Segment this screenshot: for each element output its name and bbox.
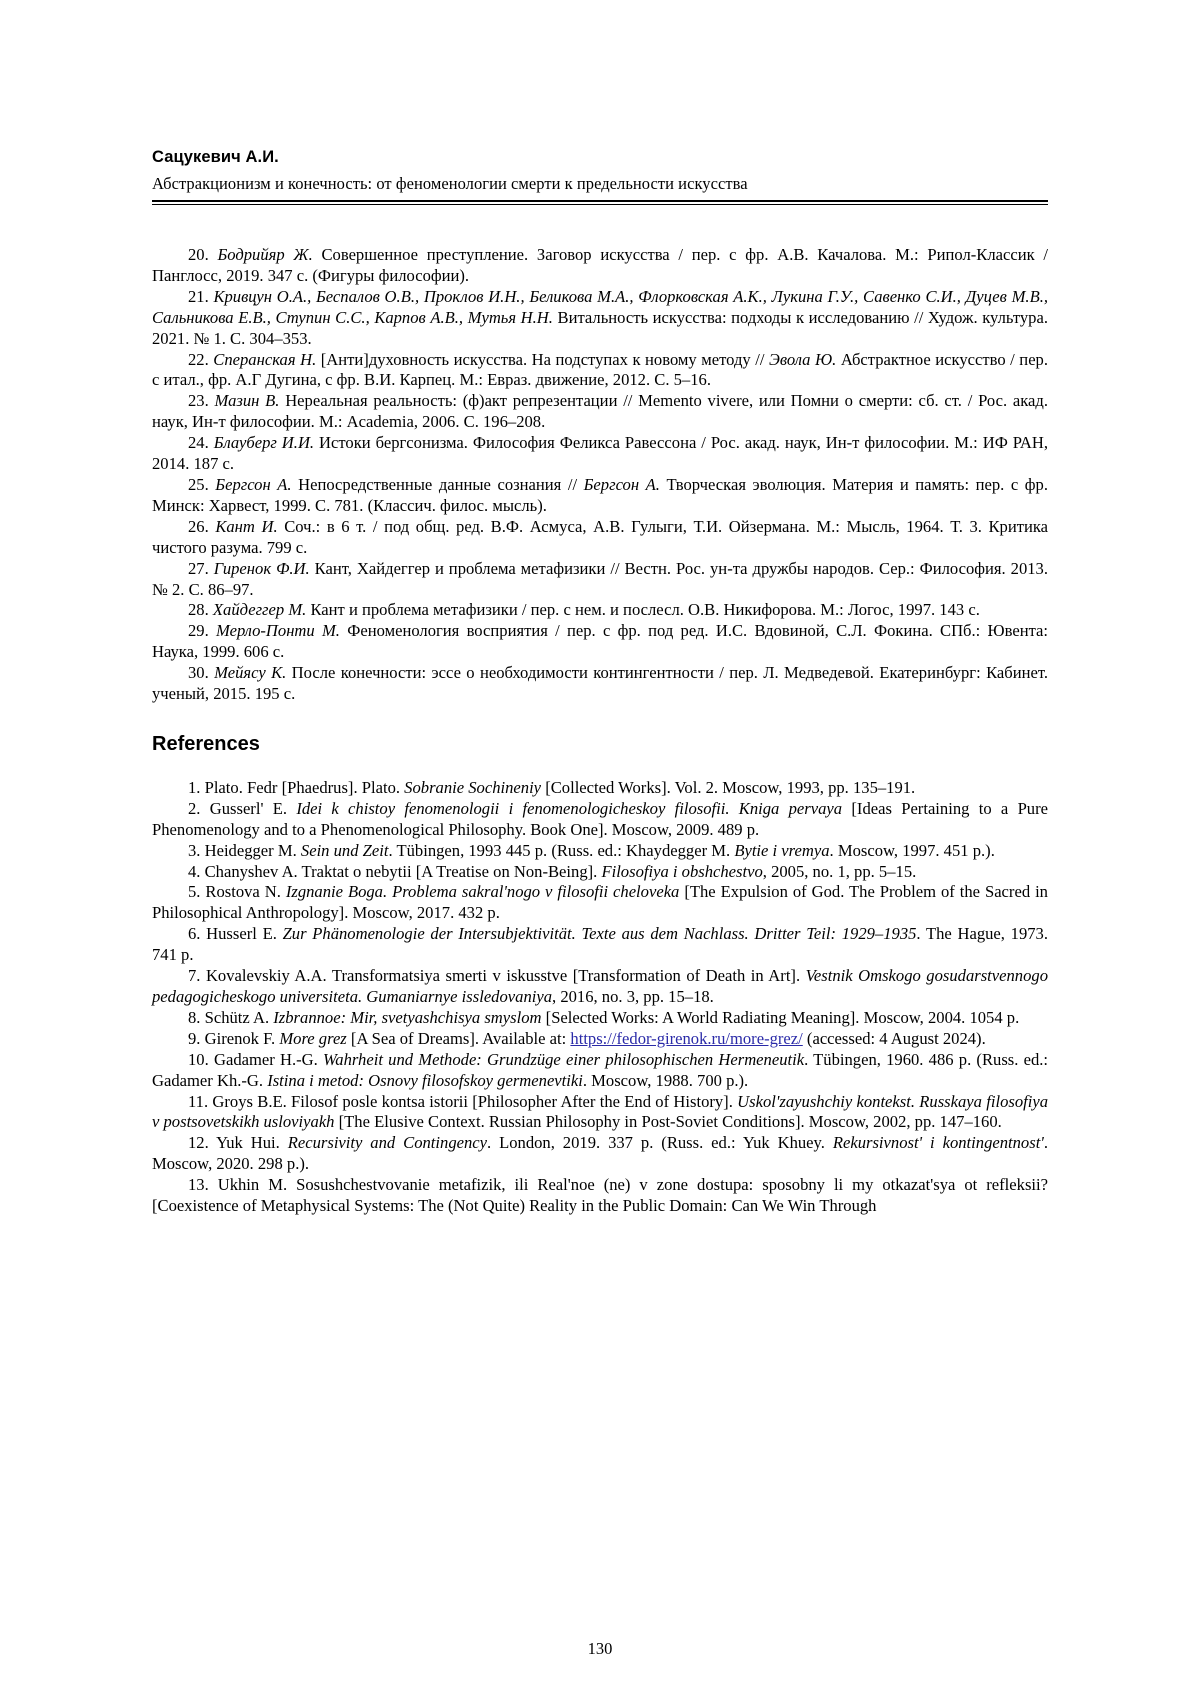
reference-title-italic: Sein und Zeit	[300, 840, 389, 860]
reference-text: [The Elusive Context. Russian Philosophy in Post-Soviet Conditions]. Moscow, 2002, pp. 147–160.	[334, 1112, 1002, 1132]
reference-text: Gadamer H.-G.	[213, 1049, 323, 1069]
reference-text: Соч.: в 6 т. / под общ. ред. В.Ф. Асмуса, А.В. Гулыги, Т.И. Ойзермана. М.: Мысль, 1964. Т. 3. Критика чистого разума. 799 с.	[152, 516, 1049, 557]
reference-text: . London, 2019. 337 p. (Russ. ed.: Yuk Khuey.	[487, 1133, 833, 1153]
reference-title-italic: Sobranie Sochineniy	[404, 777, 542, 797]
reference-text: Витальность искусства: подходы к исследованию // Худож. культура. 2021. № 1. С. 304–353.	[152, 307, 1048, 348]
reference-item	[152, 433, 1048, 475]
reference-number: 27.	[188, 558, 214, 578]
reference-text: . Tübingen, 1993 445 p. (Russ. ed.: Khaydegger M.	[388, 840, 735, 860]
reference-text: [Анти]духовность искусства. На подступах к новому методу //	[316, 349, 770, 369]
reference-number: 20.	[188, 245, 218, 264]
reference-item	[152, 1133, 1048, 1175]
reference-text: [The Expulsion of God. The Problem of the Sacred in Philosophical Anthropology]. Moscow, 2017. 432 p.	[152, 882, 1048, 923]
reference-text: Ukhin M. Sosushchestvovanie metafizik, ili Real'noe (ne) v zone dostupa: sposobny li my otkazat'sya ot refleksii? [Coexistence of Metaphysical Systems: The (Not Quite) Reality in the Public Domain: Can We Win Through	[152, 1175, 1048, 1216]
reference-text: Совершенное преступление. Заговор искусства / пер. с фр. А.В. Качалова. М.: Рипол-Классик / Панглосс, 2019. 347 с. (Фигуры философии).	[152, 245, 1048, 285]
reference-number: 25.	[188, 474, 216, 494]
reference-number: 30.	[188, 663, 215, 683]
page-number: 130	[587, 1639, 613, 1658]
reference-text: . The Hague, 1973. 741 p.	[152, 924, 1048, 965]
reference-text: После конечности: эссе о необходимости контингентности / пер. Л. Медведевой. Екатеринбург: Кабинет. ученый, 2015. 195 с.	[152, 663, 1048, 704]
reference-number: 5.	[188, 882, 206, 902]
reference-item	[152, 517, 1048, 559]
reference-number: 10.	[188, 1049, 214, 1069]
reference-number: 21.	[188, 286, 214, 306]
reference-title-italic: Izbrannoe: Mir, svetyashchisya smyslom	[273, 1007, 542, 1027]
reference-author: Мерло-Понти М.	[216, 621, 340, 641]
reference-number: 28.	[188, 600, 213, 620]
reference-title-italic: Uskol'zayushchiy kontekst. Russkaya filosofiya v postsovetskikh usloviyakh	[152, 1091, 1049, 1132]
reference-number: 13.	[188, 1175, 218, 1195]
reference-author: Бодрийяр Ж.	[217, 245, 313, 264]
reference-author: Гиренок Ф.И.	[213, 558, 310, 578]
reference-item	[152, 1092, 1048, 1134]
reference-author: Блауберг И.И.	[213, 433, 315, 453]
russian-references-list	[152, 245, 1048, 705]
reference-text: Plato. Fedr [Phaedrus]. Plato.	[204, 777, 405, 797]
reference-title-italic: Idei k chistoy fenomenologii i fenomenologicheskoy filosofii. Kniga pervaya	[296, 798, 843, 818]
reference-title-italic: Bytie i vremya	[734, 840, 830, 860]
reference-text-secondary: Творческая эволюция. Материя и память: пер. с фр. Минск: Харвест, 1999. С. 781. (Классич. филос. мысль).	[152, 474, 1048, 515]
reference-title-italic: Istina i metod: Osnovy filosofskoy germenevtiki	[267, 1070, 583, 1090]
reference-title-italic: Vestnik Omskogo gosudarstvennogo pedagogicheskogo universiteta. Gumaniarnye issledovaniya	[152, 966, 1048, 1006]
reference-text: [Selected Works: A World Radiating Meaning]. Moscow, 2004. 1054 p.	[541, 1007, 1020, 1027]
reference-number: 26.	[188, 516, 216, 536]
reference-text: Феноменология восприятия / пер. с фр. под ред. И.С. Вдовиной, С.Л. Фокина. СПб.: Ювента: Наука, 1999. 606 с.	[152, 621, 1049, 662]
reference-author: Мазин В.	[214, 391, 280, 411]
reference-link[interactable]: https://fedor-girenok.ru/more-grez/	[570, 1028, 803, 1048]
reference-title-italic: Filosofiya i obshchestvo	[601, 861, 763, 881]
reference-number: 12.	[188, 1133, 217, 1153]
reference-number: 8.	[188, 1007, 205, 1027]
reference-number: 22.	[188, 349, 214, 369]
reference-text: Groys B.E. Filosof posle kontsa istorii [Philosopher After the End of History].	[212, 1091, 738, 1111]
reference-title-italic: More grez	[279, 1028, 347, 1048]
reference-text: Chanyshev A. Traktat o nebytii [A Treatise on Non-Being].	[204, 861, 602, 881]
references-heading: References	[152, 732, 260, 755]
reference-number: 2.	[188, 798, 210, 818]
reference-item	[152, 475, 1048, 517]
reference-text: , 2005, no. 1, pp. 5–15.	[762, 861, 917, 881]
reference-author: Кривцун О.А., Беспалов О.В., Проклов И.Н., Беликова М.А., Флорковская А.К., Лукина Г.У., Савенко С.И., Дуцев М.В., Сальникова Е.В., Ступин С.С., Карпов А.В., Мутья Н.Н.	[152, 286, 1049, 327]
reference-item	[152, 559, 1048, 601]
reference-title-italic: Izgnanie Boga. Problema sakral'nogo v filosofii cheloveka	[285, 882, 680, 902]
header-divider	[152, 200, 1048, 205]
reference-text: , 2016, no. 3, pp. 15–18.	[552, 987, 714, 1006]
reference-text: Rostova N.	[205, 882, 286, 902]
reference-number: 29.	[188, 621, 217, 641]
reference-text: [Ideas Pertaining to a Pure Phenomenology and to a Phenomenological Philosophy. Book One]. Moscow, 2009. 489 p.	[152, 798, 1048, 839]
reference-item	[152, 1008, 1048, 1029]
reference-item	[152, 966, 1048, 1008]
reference-text: (accessed: 4 August 2024).	[802, 1028, 986, 1048]
reference-item	[152, 287, 1048, 350]
reference-number: 24.	[188, 433, 214, 453]
reference-text: Heidegger M.	[204, 840, 301, 860]
reference-text: . Tübingen, 1960. 486 p. (Russ. ed.: Gadamer Kh.-G.	[152, 1049, 1049, 1090]
reference-text: Schütz A.	[204, 1007, 274, 1027]
reference-item	[152, 1175, 1048, 1217]
reference-item	[152, 391, 1048, 433]
reference-number: 1.	[188, 777, 205, 797]
reference-author: Хайдеггер М.	[212, 600, 307, 620]
reference-author: Сперанская Н.	[213, 349, 317, 369]
reference-text: . Moscow, 1988. 700 p.).	[582, 1070, 749, 1090]
reference-number: 11.	[188, 1091, 213, 1111]
reference-author: Мейясу К.	[214, 663, 287, 683]
reference-number: 3.	[188, 840, 205, 860]
reference-text: Истоки бергсонизма. Философия Феликса Равессона / Рос. акад. наук, Ин-т философии. М.: ИФ РАН, 2014. 187 с.	[152, 433, 1049, 474]
reference-text: Нереальная реальность: (ф)акт репрезентации // Memento vivere, или Помни о смерти: сб. ст. / Рос. акад. наук, Ин-т философии. М.: Academia, 2006. С. 196–208.	[152, 391, 1048, 432]
reference-item	[152, 841, 1048, 862]
reference-item	[152, 663, 1048, 705]
page-header	[152, 148, 1048, 205]
reference-text: Непосредственные данные сознания //	[291, 474, 584, 494]
reference-item	[152, 621, 1048, 663]
reference-title-italic: Recursivity and Contingency	[287, 1133, 488, 1153]
reference-item	[152, 600, 1048, 621]
reference-text: [A Sea of Dreams]. Available at:	[346, 1028, 571, 1048]
reference-item	[152, 1050, 1048, 1092]
reference-author: Кант И.	[215, 516, 278, 536]
reference-text: Gusserl' E.	[209, 798, 297, 818]
reference-text: Husserl E.	[206, 924, 283, 944]
reference-title-italic: Rekursivnost' i kontingentnost'	[832, 1133, 1044, 1153]
reference-item	[152, 350, 1048, 392]
reference-number: 23.	[188, 391, 215, 411]
reference-text: [Collected Works]. Vol. 2. Moscow, 1993, pp. 135–191.	[541, 777, 916, 797]
reference-number: 9.	[188, 1028, 205, 1048]
reference-author: Бергсон А.	[215, 474, 292, 494]
reference-title-italic: Wahrheit und Methode: Grundzüge einer philosophischen Hermeneutik	[323, 1049, 805, 1069]
reference-item	[152, 1029, 1048, 1050]
reference-item	[152, 799, 1048, 841]
reference-text: Кант, Хайдеггер и проблема метафизики // Вестн. Рос. ун-та дружбы народов. Сер.: Философия. 2013. № 2. С. 86–97.	[152, 558, 1048, 599]
reference-number: 6.	[188, 924, 207, 944]
english-references-list	[152, 778, 1048, 1217]
reference-item	[152, 862, 1048, 883]
reference-text: Girenok F.	[204, 1028, 280, 1048]
reference-text: . Moscow, 2020. 298 p.).	[152, 1133, 1049, 1174]
reference-number: 7.	[188, 966, 206, 986]
header-author: Сацукевич А.И.	[152, 148, 279, 166]
reference-item	[152, 882, 1048, 924]
reference-text: Yuk Hui.	[216, 1133, 288, 1153]
reference-text: Kovalevskiy A.A. Transformatsiya smerti v iskusstve [Transformation of Death in Art].	[205, 966, 806, 986]
reference-text-secondary: Абстрактное искусство / пер. с итал., фр. А.Г Дугина, с фр. В.И. Карпец. М.: Евраз. движение, 2012. С. 5–16.	[152, 349, 1049, 390]
header-title: Абстракционизм и конечность: от феноменологии смерти к предельности искусства	[152, 174, 748, 193]
reference-item	[152, 245, 1048, 287]
reference-title-italic: Zur Phänomenologie der Intersubjektivität. Texte aus dem Nachlass. Dritter Teil: 1929–1935	[282, 924, 917, 944]
reference-author-secondary: Эвола Ю.	[769, 349, 837, 369]
reference-text: Кант и проблема метафизики / пер. с нем. и послесл. О.В. Никифорова. М.: Логос, 1997. 143 с.	[306, 600, 980, 620]
reference-item	[152, 778, 1048, 799]
reference-number: 4.	[188, 861, 205, 881]
reference-text: . Moscow, 1997. 451 p.).	[829, 840, 995, 860]
reference-item	[152, 924, 1048, 966]
reference-author-secondary: Бергсон А.	[583, 474, 660, 494]
